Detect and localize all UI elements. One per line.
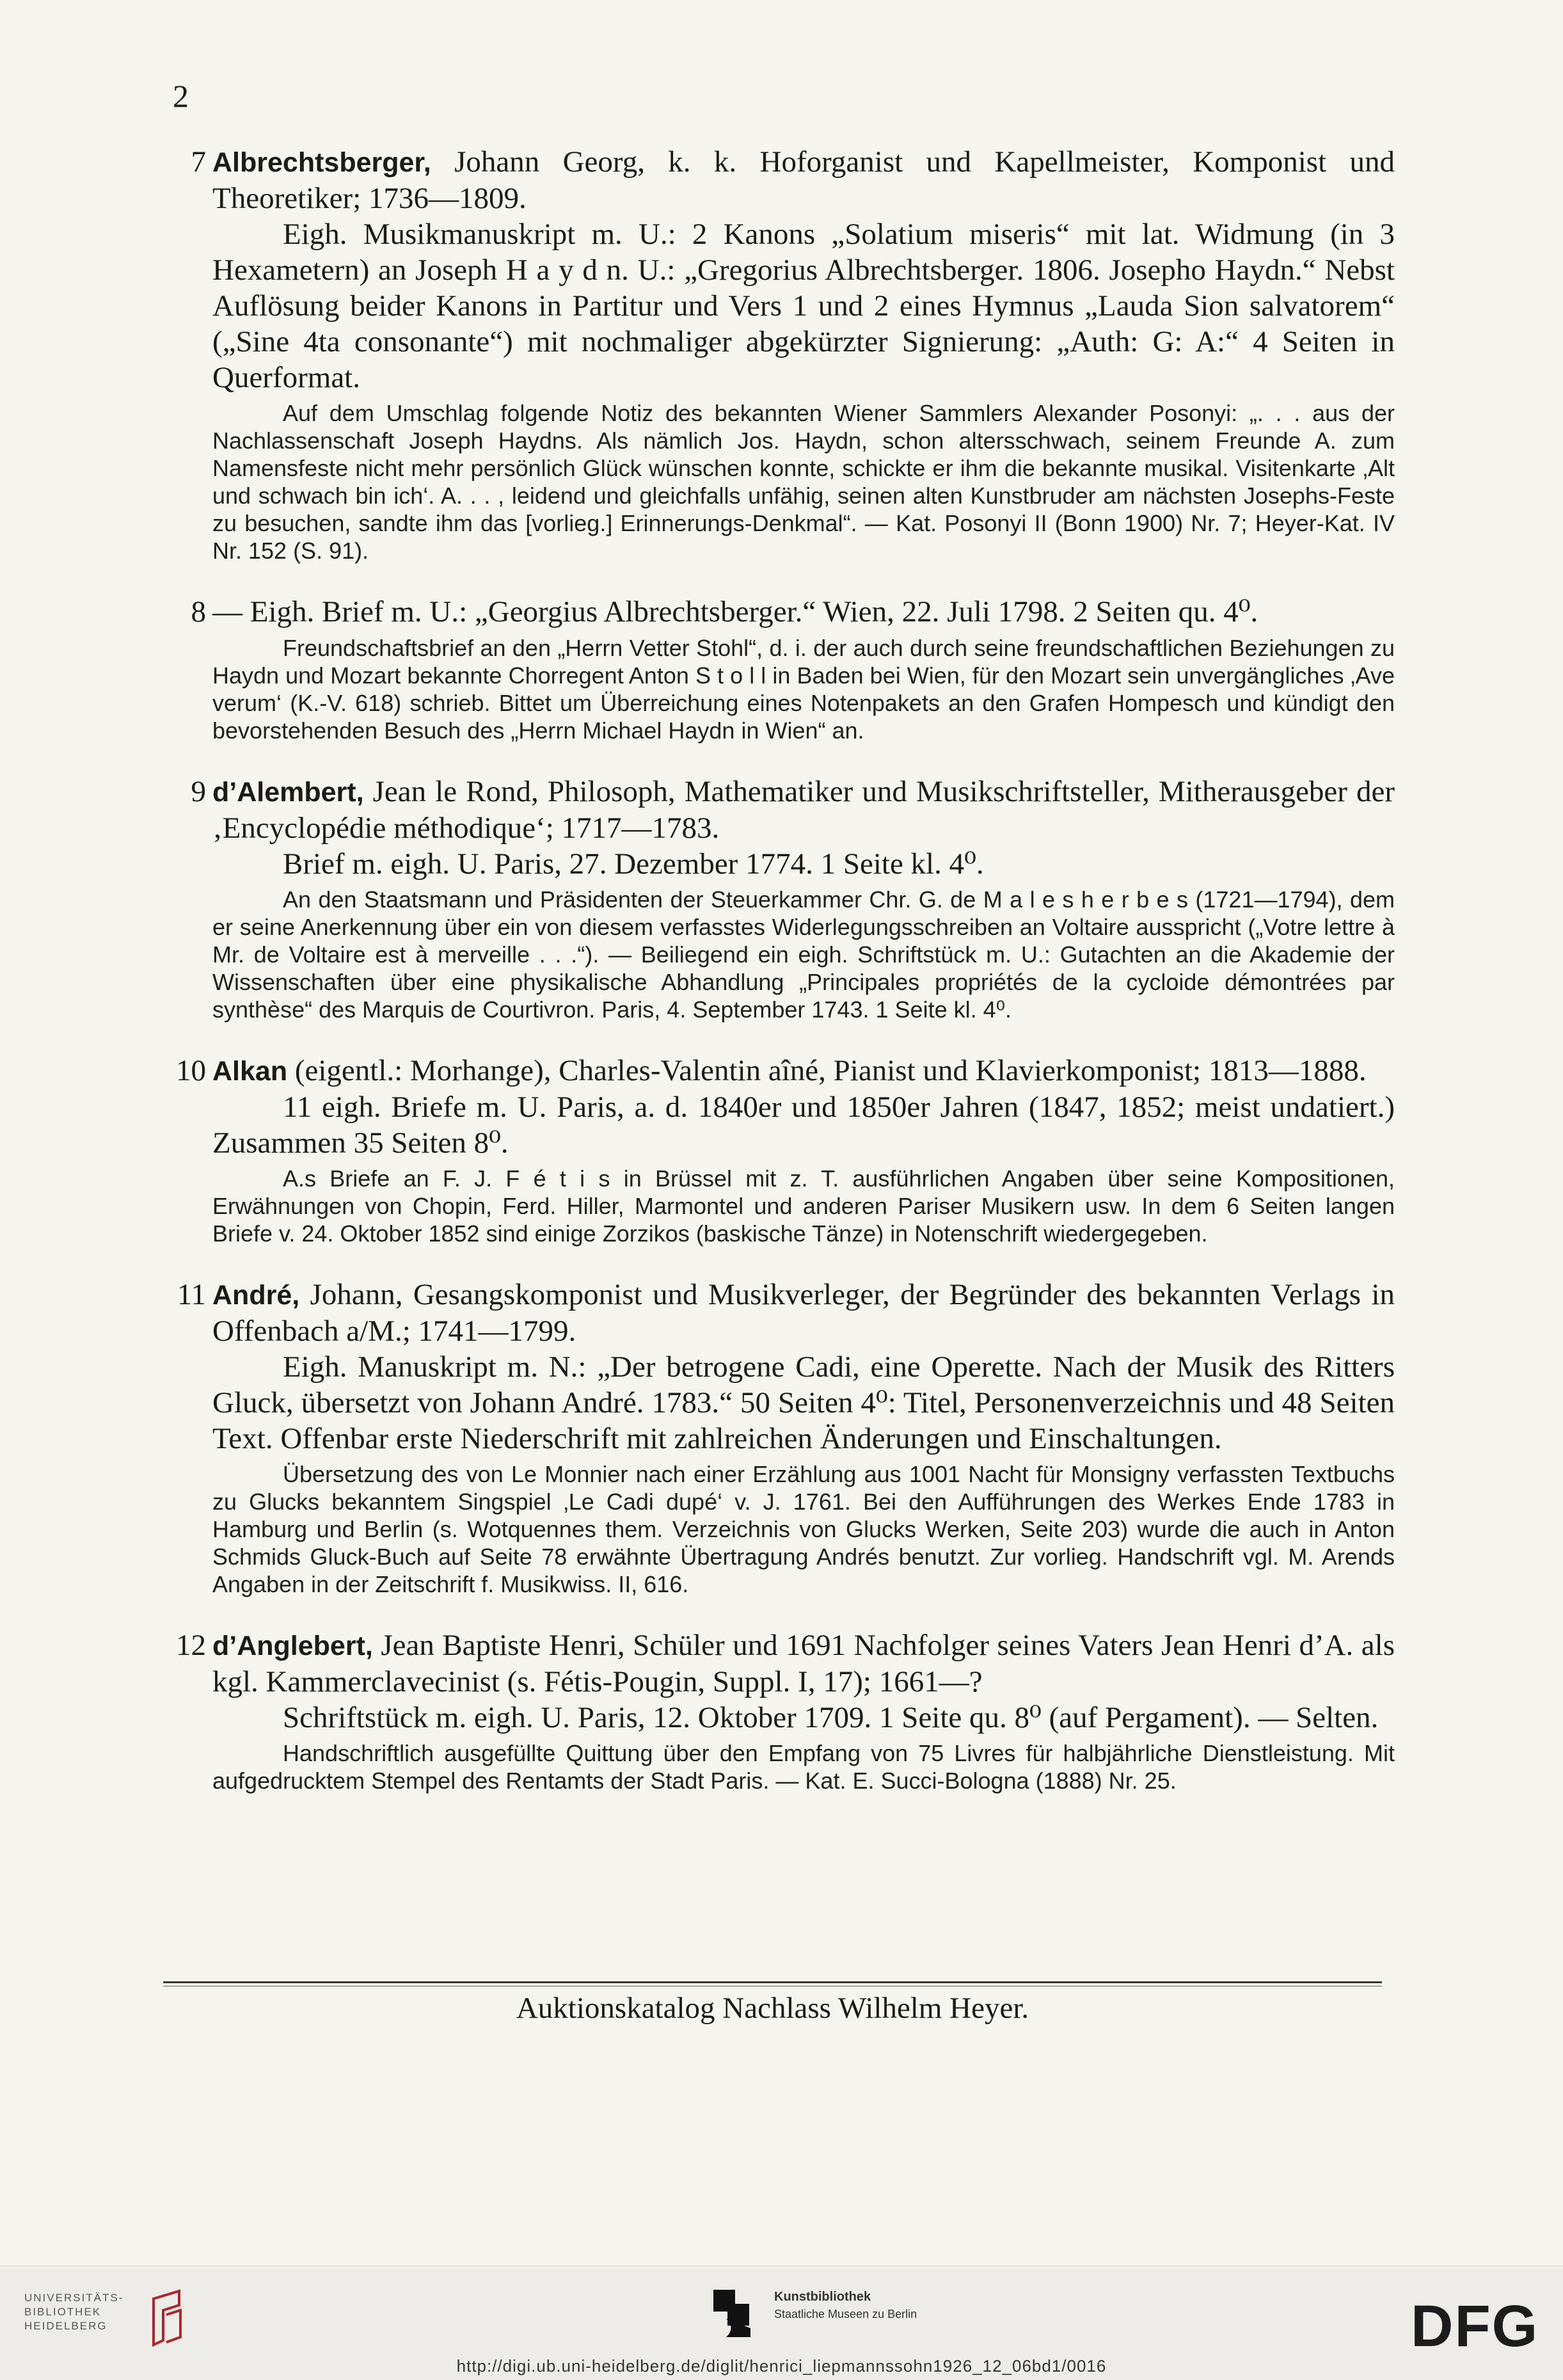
university-line: HEIDELBERG (24, 2320, 107, 2332)
entry-item: Brief m. eigh. U. Paris, 27. Dezember 1774. 1 Seite kl. 4⁰. (283, 847, 984, 881)
entry-heading (212, 1277, 1395, 1349)
entry-number: 9 (191, 775, 206, 808)
catalog-entry (166, 1277, 1395, 1598)
entry-note: Auf dem Umschlag folgende Notiz des bekannten Wiener Sammlers Alexander Posonyi: „. . . aus der Nachlassenschaft Joseph Haydns. Als nämlich Jos. Haydn, schon altersschwach, seinem Freunde A. zum Namensfeste nicht mehr persönlich Glück wünschen konnte, schickte er ihm die bekannte musikal. Visitenkarte ‚Alt und schwach bin ich‘. A. . . , leidend und gleichfalls unfähig, seinen alten Kunstbruder am nächsten Josephs-Feste zu besuchen, sandte ihm das [vorlieg.] Erinnerungs-Denkmal“. — Kat. Posonyi II (Bonn 1900) Nr. 7; Heyer-Kat. IV Nr. 152 (S. 91). (212, 400, 1395, 564)
entry-note: An den Staatsmann und Präsidenten der Steuerkammer Chr. G. de M a l e s h e r b e s (1721—1794), dem er seine Anerkennung über ein von diesem verfasstes Widerlegungsschreiben an Voltaire ausspricht („Votre lettre à Mr. de Voltaire est à merveille . . .“). — Beiliegend ein eigh. Schriftstück m. U.: Gutachten an die Akademie der Wissenschaften über eine physikalische Abhandlung „Principales propriétés de la cycloide démontrées par synthèse“ des Marquis de Courtivron. Paris, 4. September 1743. 1 Seite kl. 4⁰. (212, 886, 1395, 1023)
university-line: UNIVERSITÄTS- (24, 2292, 124, 2304)
kunstbibliothek-label[interactable] (774, 2288, 917, 2322)
permalink-url[interactable]: http://digi.ub.uni-heidelberg.de/diglit/henrici_liepmannssohn1926_12_06bd1/0016 (456, 2356, 1107, 2376)
library-name: Kunstbibliothek (774, 2290, 871, 2304)
university-emblem-icon (141, 2286, 192, 2350)
entry-note: Freundschaftsbrief an den „Herrn Vetter Stohl“, d. i. der auch durch seine freundschaftlichen Beziehungen zu Haydn und Mozart bekannte Chorregent Anton S t o l l in Baden bei Wien, für den Mozart sein unvergängliches ‚Ave verum‘ (K.-V. 618) schrieb. Bittet um Überreichung eines Notenpakets an den Grafen Hompesch und kündigt den bevorstehenden Besuch des „Herrn Michael Haydn in Wien“ an. (212, 635, 1395, 744)
entry-number: 11 (177, 1278, 206, 1311)
entry-heading (212, 1053, 1395, 1089)
entry-description: Jean Baptiste Henri, Schüler und 1691 Nachfolger seines Vaters Jean Henri d’A. als kgl. Kammerclavecinist (s. Fétis-Pougin, Suppl. I, 17); 1661—? (212, 1629, 1395, 1698)
entry-item: Eigh. Manuskript m. N.: „Der betrogene Cadi, eine Operette. Nach der Musik des Ritters Gluck, übersetzt von Johann André. 1783.“ 50 Seiten 4⁰: Titel, Personenverzeichnis und 48 Seiten Text. Offenbar erste Niederschrift mit zahlreichen Änderungen und Einschaltungen. (212, 1350, 1395, 1455)
entry-name: André, (212, 1280, 300, 1311)
entry-description: — Eigh. Brief m. U.: „Georgius Albrechtsberger.“ Wien, 22. Juli 1798. 2 Seiten qu. 4⁰. (212, 595, 1258, 628)
dfg-logo[interactable]: DFG (1411, 2294, 1539, 2359)
catalog-entry (166, 594, 1395, 744)
entries-list (166, 144, 1395, 1824)
entry-heading (212, 144, 1395, 216)
entry-number: 10 (176, 1054, 206, 1087)
entry-description: Johann, Gesangskomponist und Musikverleger, der Begründer des bekannten Verlags in Offenbach a/M.; 1741—1799. (212, 1278, 1395, 1348)
entry-note: Handschriftlich ausgefüllte Quittung über den Empfang von 75 Livres für halbjährliche Dienstleistung. Mit aufgedrucktem Stempel des Rentamts der Stadt Paris. — Kat. E. Succi-Bologna (1888) Nr. 25. (212, 1740, 1395, 1794)
catalog-entry (166, 1053, 1395, 1247)
university-line: BIBLIOTHEK (24, 2306, 102, 2318)
library-subtitle: Staatliche Museen zu Berlin (774, 2308, 917, 2320)
entry-item: Eigh. Musikmanuskript m. U.: 2 Kanons „Solatium miseris“ mit lat. Widmung (in 3 Hexametern) an Joseph H a y d n. U.: „Gregorius Albrechtsberger. 1806. Josepho Haydn.“ Nebst Auflösung beider Kanons in Partitur und Vers 1 und 2 eines Hymnus „Lauda Sion salvatorem“ („Sine 4ta consonante“) mit nochmaliger abgekürzter Signierung: „Auth: G: A:“ 4 Seiten in Querformat. (212, 218, 1395, 394)
entry-number: 12 (176, 1629, 206, 1662)
entry-name: d’Anglebert, (212, 1631, 373, 1661)
entry-name: d’Alembert, (212, 777, 364, 808)
entry-description: (eigentl.: Morhange), Charles-Valentin aîné, Pianist und Klavierkomponist; 1813—1888. (287, 1054, 1367, 1087)
entry-description: Jean le Rond, Philosoph, Mathematiker und Musikschriftsteller, Mitherausgeber der ‚Encyclopédie méthodique‘; 1717—1783. (212, 775, 1395, 845)
entry-name: Alkan (212, 1056, 288, 1087)
footer-title: Auktionskatalog Nachlass Wilhelm Heyer. (516, 1992, 1029, 2025)
entry-number: 7 (191, 145, 206, 179)
university-logo-text[interactable] (24, 2291, 146, 2333)
entry-heading (212, 1627, 1395, 1700)
catalog-entry (166, 774, 1395, 1023)
entry-heading (212, 774, 1395, 846)
entry-note: A.s Briefe an F. J. F é t i s in Brüssel mit z. T. ausführlichen Angaben über seine Kompositionen, Erwähnungen von Chopin, Ferd. Hiller, Marmontel und anderen Pariser Musikern usw. In dem 6 Seiten langen Briefe v. 24. Oktober 1852 sind einige Zorzikos (baskische Tänze) in Notenschrift wiedergegeben. (212, 1165, 1395, 1247)
entry-heading (212, 594, 1395, 630)
entry-name: Albrechtsberger, (212, 147, 431, 178)
entry-description: Johann Georg, k. k. Hoforganist und Kapellmeister, Komponist und Theoretiker; 1736—1809. (212, 145, 1395, 215)
entry-number: 8 (191, 595, 206, 628)
footer-rule (163, 1981, 1382, 1983)
entry-note: Übersetzung des von Le Monnier nach einer Erzählung aus 1001 Nacht für Monsigny verfassten Textbuchs zu Glucks bekanntem Singspiel ‚Le Cadi dupé‘ v. J. 1761. Bei den Aufführungen des Werkes Ende 1783 in Hamburg und Berlin (s. Wotquennes them. Verzeichnis von Glucks Werken, Seite 203) wurde die auch in Anton Schmids Gluck-Buch auf Seite 78 erwähnte Übertragung Andrés benutzt. Zur vorlieg. Handschrift vgl. M. Arends Angaben in der Zeitschrift f. Musikwiss. II, 616. (212, 1461, 1395, 1597)
kunstbibliothek-logo-icon (713, 2290, 758, 2340)
catalog-entry (166, 1627, 1395, 1794)
catalog-entry (166, 144, 1395, 564)
entry-item: 11 eigh. Briefe m. U. Paris, a. d. 1840er und 1850er Jahren (1847, 1852; meist undatiert.) Zusammen 35 Seiten 8⁰. (212, 1090, 1395, 1160)
entry-item: Schriftstück m. eigh. U. Paris, 12. Oktober 1709. 1 Seite qu. 8⁰ (auf Pergament). — Selten. (283, 1701, 1379, 1734)
page-number: 2 (173, 78, 189, 114)
